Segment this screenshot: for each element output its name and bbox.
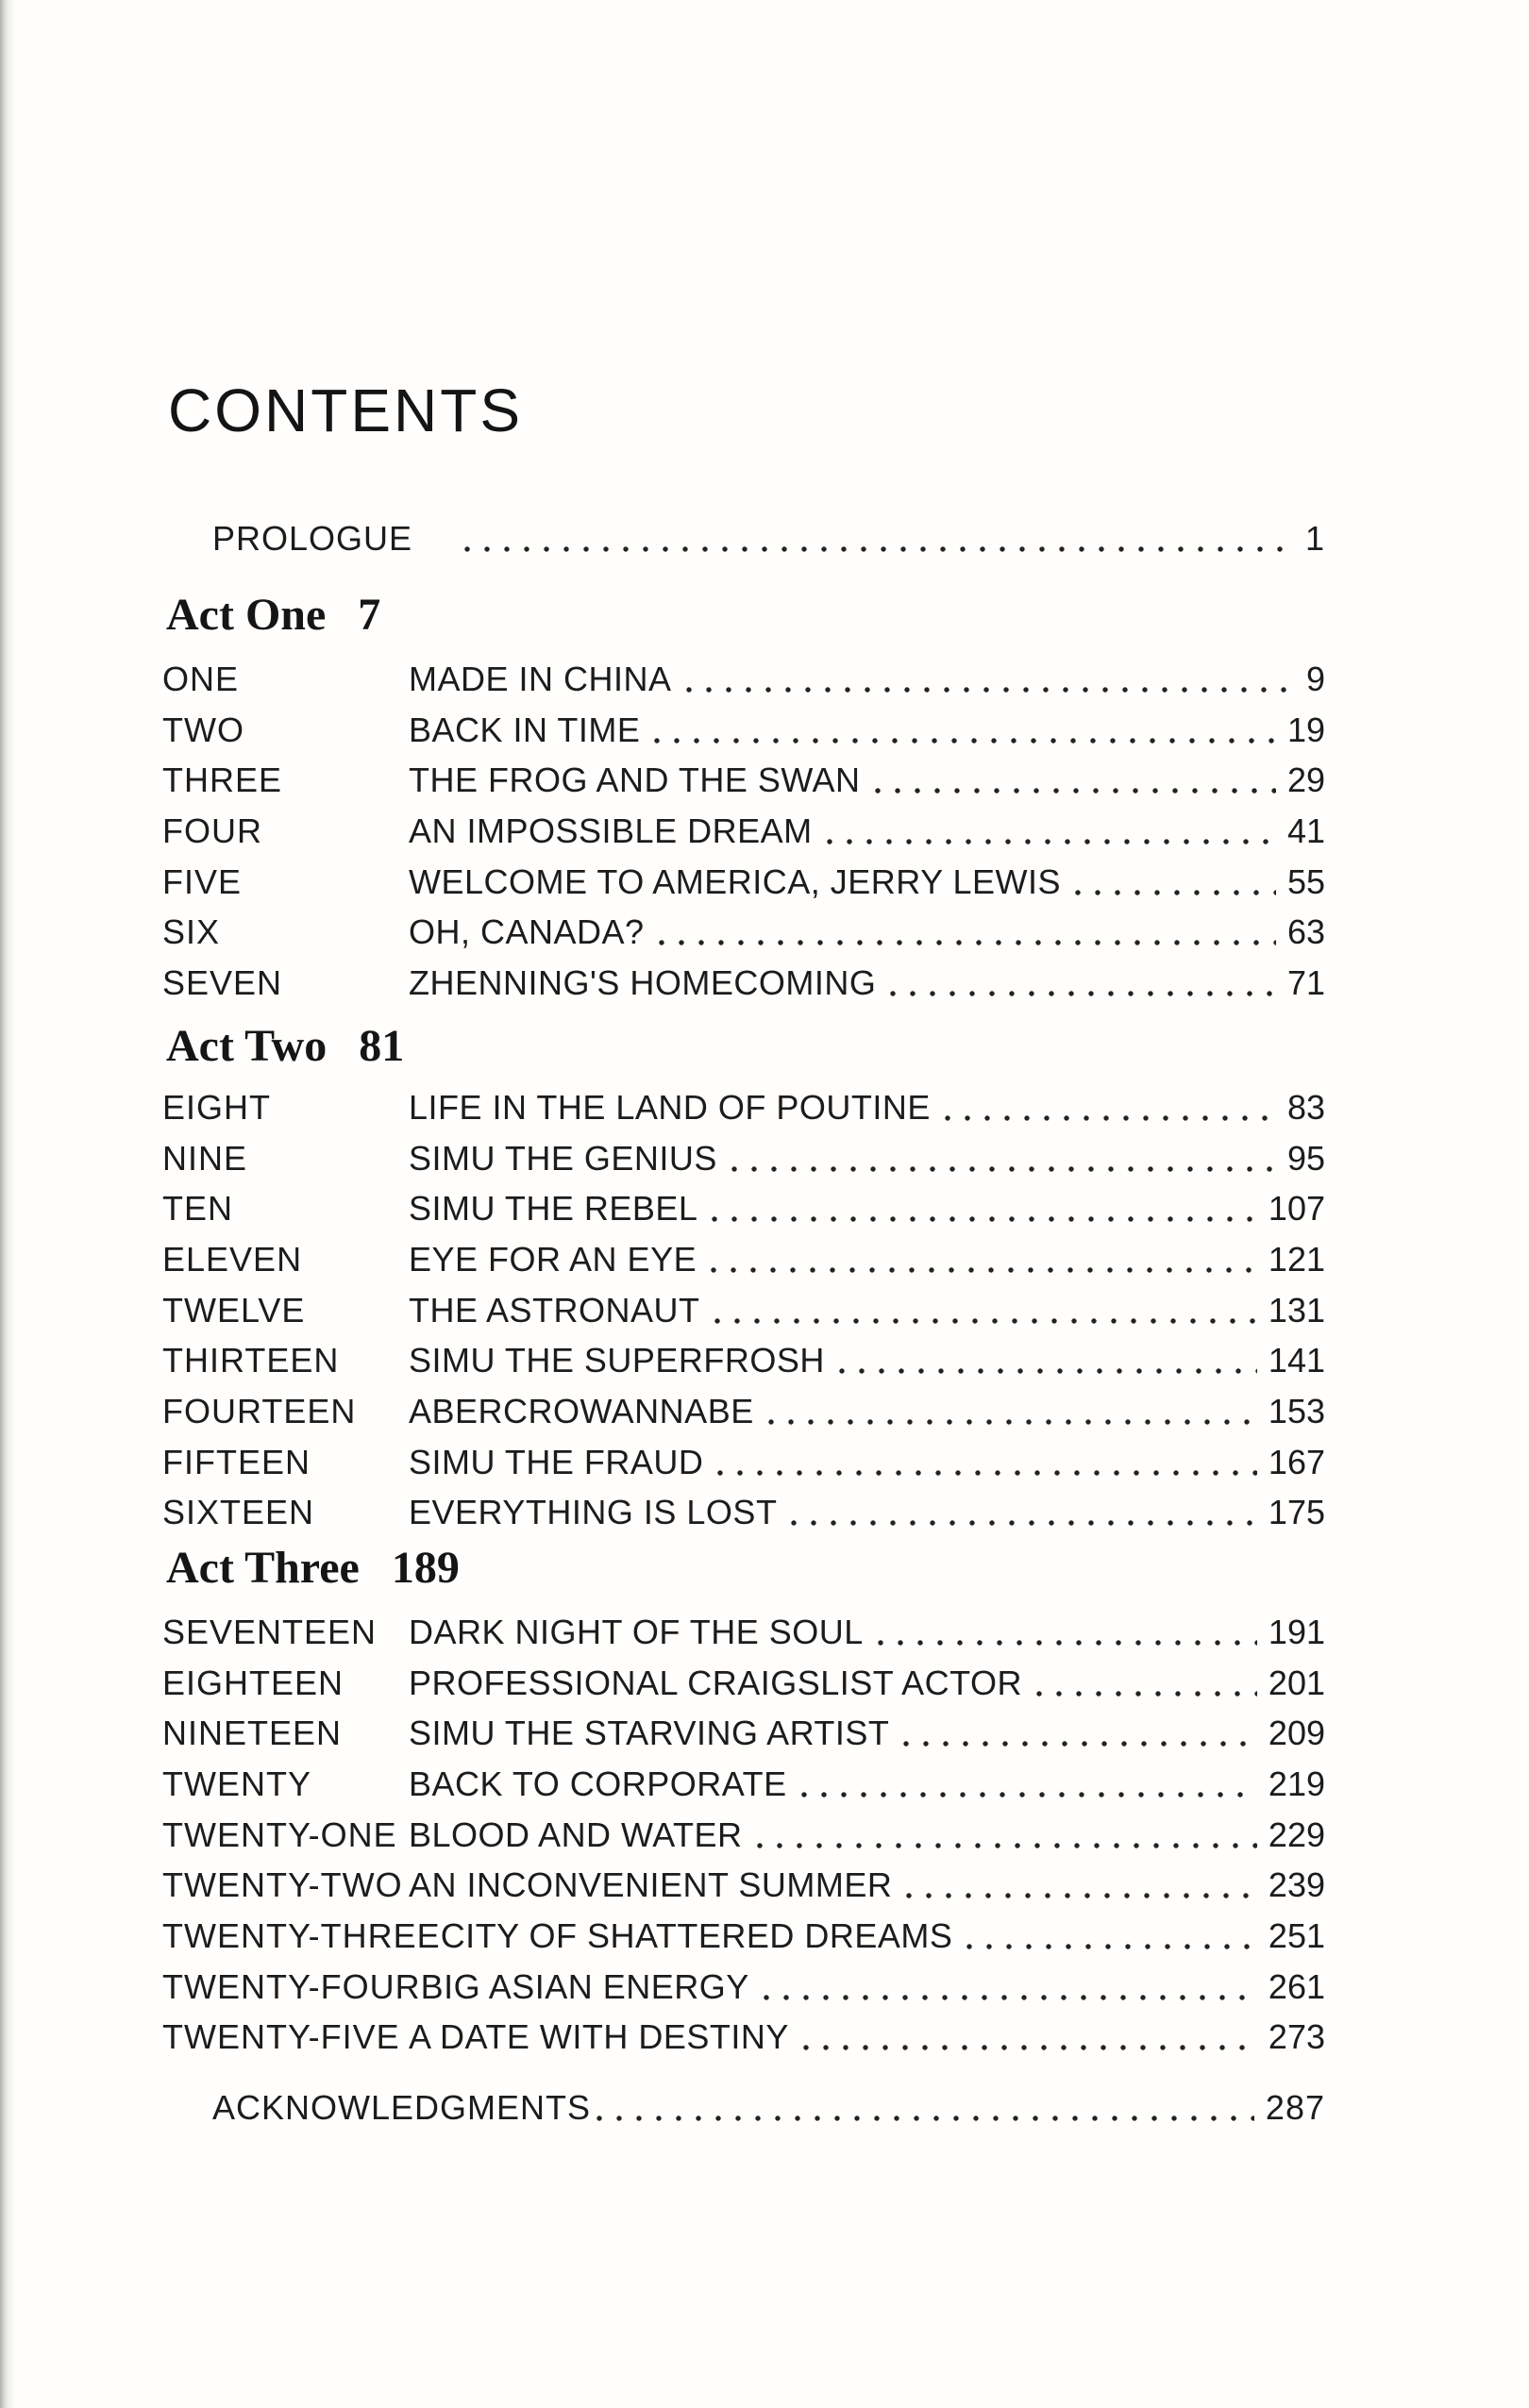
leader-dots: [767, 1418, 1257, 1426]
leader-dots: [1035, 1690, 1257, 1697]
chapter-number: NINETEEN: [162, 1714, 343, 1753]
leader-dots: [902, 1740, 1256, 1747]
leader-dots: [685, 686, 1295, 694]
chapter-number: THREE: [162, 761, 283, 800]
chapter-number: TWO: [162, 710, 244, 749]
toc-entry: [162, 1133, 1325, 1184]
leader-dots: [966, 1943, 1257, 1950]
leader-dots: [596, 2115, 1254, 2122]
toc-entry: [162, 1082, 1325, 1133]
leader-dots: [905, 1892, 1257, 1899]
leader-dots: [944, 1114, 1276, 1122]
toc-entry: [162, 1234, 1325, 1285]
chapter-page: 167: [1268, 1442, 1325, 1481]
chapter-page: 261: [1268, 1966, 1325, 2006]
act-page: 81: [359, 1021, 405, 1071]
toc-entry: [162, 1810, 1325, 1861]
chapter-title: OH, CANADA?: [409, 912, 645, 952]
chapter-number: TWENTY-ONE: [162, 1814, 397, 1854]
act-heading-text: Act One: [166, 590, 327, 640]
chapter-number: THIRTEEN: [162, 1341, 340, 1380]
chapter-number: TWENTY-FIVE: [162, 2017, 400, 2057]
chapter-title: DARK NIGHT OF THE SOUL: [409, 1612, 864, 1651]
act-two-entries: [162, 1082, 1325, 1538]
act-heading-text: Act Two: [166, 1021, 328, 1071]
leader-dots: [802, 2044, 1257, 2051]
leader-dots: [731, 1165, 1276, 1173]
chapter-number: TWELVE: [162, 1290, 306, 1329]
leader-dots: [716, 1469, 1257, 1477]
chapter-title: BLOOD AND WATER: [409, 1814, 743, 1854]
page-edge-shadow: [0, 0, 15, 2408]
chapter-page: 191: [1268, 1612, 1325, 1651]
chapter-number: TWENTY-THREE: [162, 1915, 441, 1955]
leader-dots: [874, 787, 1276, 794]
leader-dots: [653, 737, 1276, 744]
act-page: 7: [358, 590, 381, 640]
act-page: 189: [391, 1543, 460, 1593]
leader-dots: [763, 1994, 1257, 2001]
chapter-number: SEVENTEEN: [162, 1612, 378, 1651]
leader-dots: [1074, 889, 1276, 896]
chapter-page: 201: [1268, 1663, 1325, 1702]
chapter-title: BACK IN TIME: [409, 710, 641, 749]
chapter-page: 107: [1268, 1189, 1325, 1229]
toc-entry: [162, 2013, 1325, 2064]
act-heading-text: Act Three: [166, 1543, 360, 1593]
toc-entry: [162, 654, 1325, 705]
toc-entry: [162, 1285, 1325, 1336]
chapter-page: 63: [1286, 912, 1325, 952]
toc-entry: [162, 1759, 1325, 1810]
chapter-number: NINE: [162, 1138, 248, 1178]
chapter-number: SEVEN: [162, 962, 283, 1002]
toc-entry: [162, 1335, 1325, 1386]
chapter-title: ABERCROWANNABE: [409, 1391, 754, 1430]
chapter-page: 131: [1268, 1290, 1325, 1329]
chapter-number: ELEVEN: [162, 1239, 303, 1279]
chapter-page: 95: [1286, 1138, 1325, 1178]
chapter-page: 251: [1268, 1915, 1325, 1955]
chapter-number: FIVE: [162, 861, 243, 901]
toc-entry: [162, 1911, 1325, 1962]
chapter-title: EVERYTHING IS LOST: [409, 1493, 778, 1532]
chapter-number: FIFTEEN: [162, 1442, 311, 1481]
toc-entry: [162, 1183, 1325, 1234]
leader-dots: [800, 1791, 1257, 1798]
leader-dots: [889, 990, 1276, 997]
chapter-title: BACK TO CORPORATE: [409, 1764, 787, 1803]
chapter-title: MADE IN CHINA: [409, 659, 672, 698]
leader-dots: [826, 838, 1276, 845]
acknowledgments-page: 287: [1265, 2088, 1325, 2127]
chapter-number: FOURTEEN: [162, 1391, 357, 1430]
leader-dots: [790, 1519, 1256, 1527]
toc-entry: [162, 1962, 1325, 2013]
chapter-title: WELCOME TO AMERICA, JERRY LEWIS: [409, 861, 1061, 901]
chapter-title: A DATE WITH DESTINY: [409, 2017, 789, 2057]
toc-entry: [162, 1437, 1325, 1488]
chapter-title: ZHENNING'S HOMECOMING: [409, 962, 877, 1002]
toc-entry: [162, 705, 1325, 756]
act-two-heading: [166, 1021, 405, 1071]
chapter-number: EIGHTEEN: [162, 1663, 344, 1702]
toc-entry: [162, 857, 1325, 908]
toc-entry: [162, 806, 1325, 857]
chapter-title: CITY OF SHATTERED DREAMS: [440, 1915, 953, 1955]
chapter-page: 153: [1268, 1391, 1325, 1430]
chapter-title: PROFESSIONAL CRAIGSLIST ACTOR: [409, 1663, 1023, 1702]
page-title: CONTENTS: [168, 376, 523, 444]
chapter-page: 41: [1286, 811, 1325, 850]
chapter-page: 219: [1268, 1764, 1325, 1803]
chapter-title: AN INCONVENIENT SUMMER: [409, 1865, 893, 1905]
chapter-page: 9: [1305, 659, 1325, 698]
chapter-title: EYE FOR AN EYE: [409, 1239, 697, 1279]
leader-dots: [756, 1842, 1257, 1849]
acknowledgments-label: ACKNOWLEDGMENTS: [212, 2088, 592, 2127]
toc-entry: [162, 1386, 1325, 1437]
leader-dots: [463, 545, 1294, 553]
prologue-label: PROLOGUE: [212, 519, 413, 558]
chapter-page: 239: [1268, 1865, 1325, 1905]
chapter-page: 229: [1268, 1814, 1325, 1854]
chapter-title: THE ASTRONAUT: [409, 1290, 700, 1329]
chapter-number: SIX: [162, 912, 221, 952]
toc-entry-prologue: [162, 518, 1325, 560]
chapter-title: SIMU THE SUPERFROSH: [409, 1341, 825, 1380]
leader-dots: [710, 1266, 1257, 1274]
toc-entry: [162, 1488, 1325, 1539]
chapter-page: 83: [1286, 1087, 1325, 1127]
chapter-number: TWENTY: [162, 1764, 311, 1803]
chapter-page: 273: [1268, 2017, 1325, 2057]
leader-dots: [838, 1367, 1257, 1375]
toc-entry: [162, 1860, 1325, 1911]
toc-entry: [162, 1708, 1325, 1759]
chapter-title: SIMU THE STARVING ARTIST: [409, 1714, 890, 1753]
act-three-entries: [162, 1607, 1325, 2063]
chapter-page: 209: [1268, 1714, 1325, 1753]
chapter-page: 71: [1286, 962, 1325, 1002]
toc-entry: [162, 907, 1325, 958]
chapter-title: SIMU THE GENIUS: [409, 1138, 717, 1178]
chapter-number: ONE: [162, 659, 240, 698]
toc-entry: [162, 755, 1325, 806]
leader-dots: [658, 939, 1276, 946]
chapter-number: TWENTY-FOUR: [162, 1966, 421, 2006]
chapter-title: AN IMPOSSIBLE DREAM: [409, 811, 813, 850]
chapter-number: SIXTEEN: [162, 1493, 315, 1532]
chapter-page: 19: [1286, 710, 1325, 749]
chapter-number: EIGHT: [162, 1087, 272, 1127]
toc-entry: [162, 958, 1325, 1009]
chapter-title: LIFE IN THE LAND OF POUTINE: [409, 1087, 931, 1127]
prologue-page: 1: [1304, 519, 1325, 558]
act-one-entries: [162, 654, 1325, 1009]
toc-entry: [162, 1658, 1325, 1709]
chapter-page: 29: [1286, 761, 1325, 800]
chapter-page: 141: [1268, 1341, 1325, 1380]
chapter-page: 121: [1268, 1239, 1325, 1279]
chapter-number: FOUR: [162, 811, 262, 850]
chapter-number: TEN: [162, 1189, 233, 1229]
toc-entry-acknowledgments: [162, 2087, 1325, 2129]
chapter-title: SIMU THE REBEL: [409, 1189, 698, 1229]
leader-dots: [711, 1215, 1257, 1223]
chapter-page: 55: [1286, 861, 1325, 901]
leader-dots: [877, 1639, 1257, 1647]
chapter-title: SIMU THE FRAUD: [409, 1442, 704, 1481]
leader-dots: [714, 1317, 1257, 1325]
chapter-page: 175: [1268, 1493, 1325, 1532]
act-one-heading: [166, 590, 381, 640]
chapter-title: BIG ASIAN ENERGY: [420, 1966, 749, 2006]
chapter-title: THE FROG AND THE SWAN: [409, 761, 861, 800]
act-three-heading: [166, 1543, 460, 1593]
chapter-number: TWENTY-TWO: [162, 1865, 403, 1905]
toc-entry: [162, 1607, 1325, 1658]
